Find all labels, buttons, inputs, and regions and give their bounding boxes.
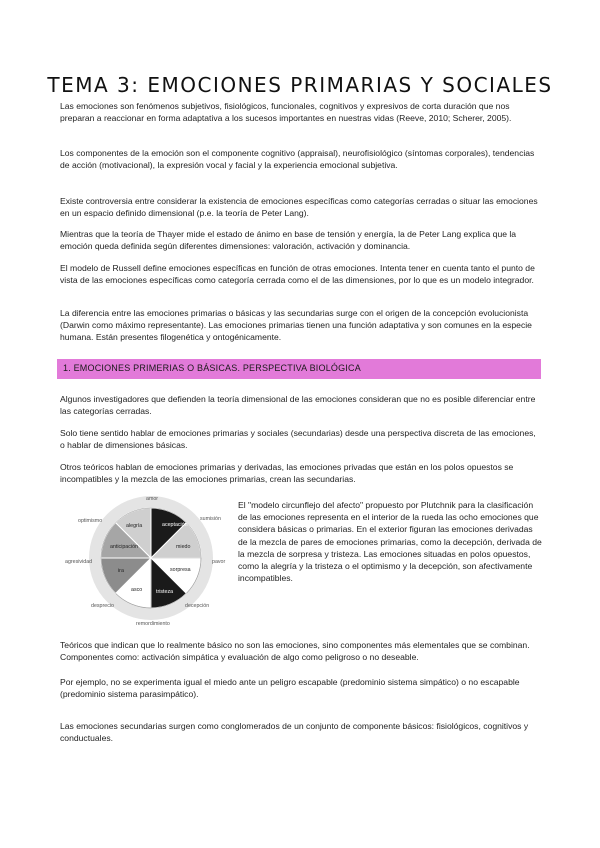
wheel-outer-label: amor [146,496,159,502]
paragraph: Algunos investigadores que defienden la teoría dimensional de las emociones consideran que no es posible diferenciar entre las categorías cerradas. [60,394,536,417]
wheel-outer-label: desprecio [91,603,114,609]
section-heading-bar [57,359,541,379]
paragraph: Las emociones secundarias surgen como conglomerados de un conjunto de componente básicos: fisiológicos, cognitivos y conductuales. [60,721,529,744]
wheel-inner-label: aceptación [162,522,188,528]
plutchik-wheel [58,492,232,630]
page-title: TEMA 3: EMOCIONES PRIMARIAS Y SOCIALES [47,73,553,98]
paragraph: Teóricos que indican que lo realmente básico no son las emociones, sino componentes más elementales que se combinan. Componentes como: activación simpática y evaluación de algo como peligroso o no deseable. [60,640,530,663]
wheel-outer-label: decepción [185,603,210,609]
paragraph: Por ejemplo, no se experimenta igual el miedo ante un peligro escapable (predominio sistema simpático) o no escapable (predominio sistema parasimpático). [60,677,520,700]
wheel-inner-label: miedo [176,544,191,550]
wheel-outer-label: remordimiento [136,621,170,627]
paragraph: Existe controversia entre considerar la existencia de emociones específicas como categorías cerradas o situar las emociones en un espacio definido dimensional (p.e. la teoría de Peter Lang). [60,196,538,219]
wheel-inner-label: anticipación [110,544,138,550]
paragraph: Mientras que la teoría de Thayer mide el estado de ánimo en base de tensión y energía, la de Peter Lang explica que la emoción queda definida según diferentes dimensiones: valoración, activación y dominancia. [60,229,517,252]
wheel-outer-label: optimismo [78,518,103,524]
paragraph: Las emociones son fenómenos subjetivos, fisiológicos, funcionales, cognitivos y expresivos de corta duración que nos preparan a reaccionar en forma adaptativa a los sucesos importantes en nuestras vidas (Reeve, 2010; Scherer, 2005). [60,101,512,124]
wheel-outer-label: agresividad [65,559,93,565]
wheel-inner-label: asco [131,587,143,593]
wheel-inner-label: alegría [126,523,143,529]
wheel-outer-label: sumisión [200,516,221,522]
paragraph: El modelo de Russell define emociones específicas en función de otras emociones. Intenta tener en cuenta tanto el punto de vista de las emociones específicas como categoría cerrada como el de las dimensiones, por lo que es un modelo integrador. [60,263,535,286]
plutchik-wheel-figure [58,492,232,630]
wheel-inner-label: tristeza [156,589,174,595]
wheel-inner-label: sorpresa [170,567,191,573]
paragraph: La diferencia entre las emociones primarias o básicas y las secundarias surge con el origen de la concepción evolucionista (Darwin como máximo representante). Las emociones primarias tienen una función adaptativa y son comunes en la especie humana. Están presentes filogenética y ontogénicamente. [60,308,532,343]
paragraph: Solo tiene sentido hablar de emociones primarias y sociales (secundarias) desde una perspectiva discreta de las emociones, o hablar de dimensiones básicas. [60,428,536,451]
paragraph: Los componentes de la emoción son el componente cognitivo (appraisal), neurofisiológico (síntomas corporales), tendencias de acción (motivacional), la expresión vocal y facial y la experiencia emocional subjetiva. [60,148,535,171]
paragraph: Otros teóricos hablan de emociones primarias y derivadas, las emociones privadas que están en los polos opuestos se incompatibles y la mezcla de las emociones primarias, crean las secundarias. [60,462,514,485]
section-heading: 1. EMOCIONES PRIMERIAS O BÁSICAS. PERSPECTIVA BIOLÓGICA [63,363,361,373]
wheel-inner-label: ira [118,568,124,574]
wheel-outer-label: pavor [212,559,226,565]
figure-description: El "modelo circunflejo del afecto" propuesto por Plutchnik para la clasificación de las emociones representa en el interior de la rueda las ocho emociones que considera básicas o primarias. En el exterior figuran las emociones derivadas de la mezcla de pares de emociones primarias, como la decepción, derivada de la mezcla de sorpresa y tristeza. Las emociones situadas en polos opuestos, como la alegría y la tristeza o el optimismo y la decepción, son afectivamente incompatibles. [238,500,542,584]
